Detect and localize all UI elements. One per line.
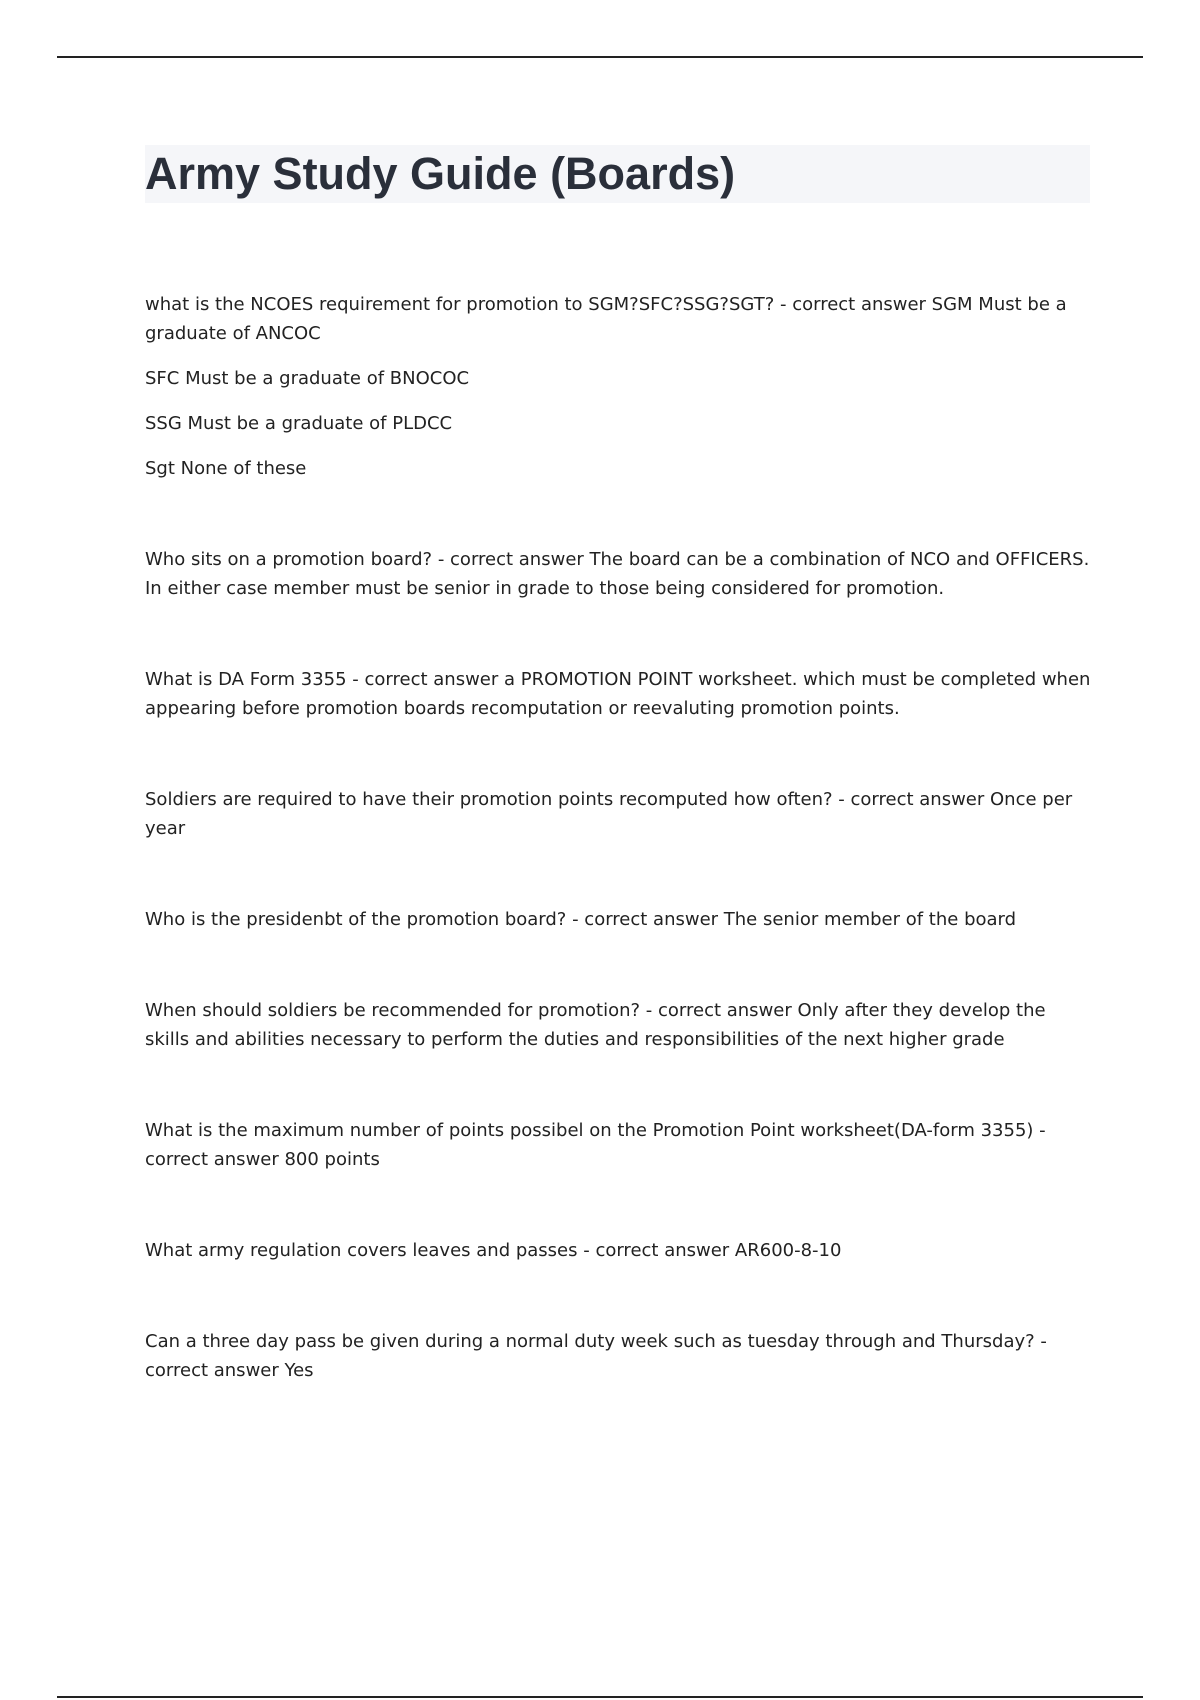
qa-item xyxy=(145,665,1095,723)
qa-item xyxy=(145,1116,1095,1174)
qa-item xyxy=(145,785,1095,843)
qa-item xyxy=(145,1327,1095,1385)
qa-answer-line: Sgt None of these xyxy=(145,458,307,479)
qa-text: When should soldiers be recommended for promotion? - correct answer Only after they develop the skills and abilities necessary to perform the duties and responsibilities of the next higher grade xyxy=(145,1000,1046,1050)
footer-rule xyxy=(57,1696,1143,1698)
qa-text: Who is the presidenbt of the promotion board? - correct answer The senior member of the board xyxy=(145,909,1017,930)
header-rule xyxy=(57,56,1143,58)
document-body xyxy=(145,290,1095,1385)
qa-text: what is the NCOES requirement for promotion to SGM?SFC?SSG?SGT? - correct answer SGM Must be a graduate of ANCOC xyxy=(145,294,1067,344)
qa-text: Who sits on a promotion board? - correct answer The board can be a combination of NCO and OFFICERS. In either case member must be senior in grade to those being considered for promotion. xyxy=(145,549,1090,599)
qa-text: Soldiers are required to have their promotion points recomputed how often? - correct answer Once per year xyxy=(145,789,1073,839)
qa-text: What is DA Form 3355 - correct answer a PROMOTION POINT worksheet. which must be completed when appearing before promotion boards recomputation or reevaluting promotion points. xyxy=(145,669,1091,719)
qa-text: What is the maximum number of points possibel on the Promotion Point worksheet(DA-form 3355) - correct answer 800 points xyxy=(145,1120,1046,1170)
qa-item xyxy=(145,905,1095,934)
qa-answer-line: SSG Must be a graduate of PLDCC xyxy=(145,413,453,434)
qa-item xyxy=(145,290,1095,483)
qa-text: What army regulation covers leaves and passes - correct answer AR600-8-10 xyxy=(145,1240,842,1261)
qa-item xyxy=(145,996,1095,1054)
qa-answer-line: SFC Must be a graduate of BNOCOC xyxy=(145,368,470,389)
qa-item xyxy=(145,545,1095,603)
document-title: Army Study Guide (Boards) xyxy=(145,148,736,199)
qa-item xyxy=(145,1236,1095,1265)
qa-text: Can a three day pass be given during a normal duty week such as tuesday through and Thursday? - correct answer Yes xyxy=(145,1331,1047,1381)
